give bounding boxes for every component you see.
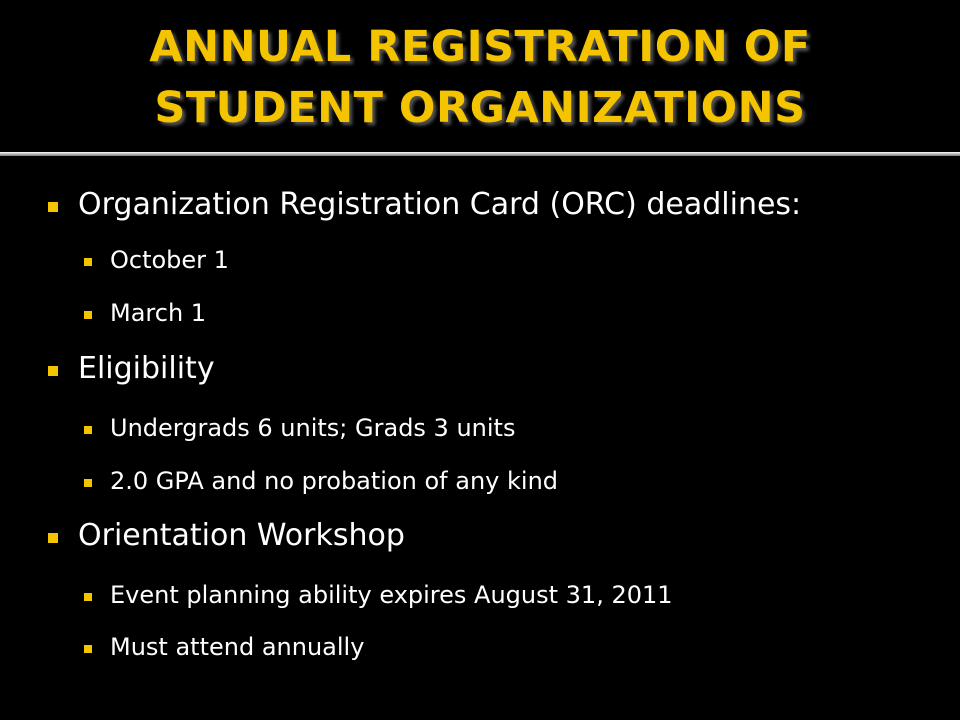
sub-bullet-event-planning xyxy=(110,581,673,609)
square-bullet-icon xyxy=(84,426,92,434)
square-bullet-icon xyxy=(48,533,58,543)
bullet-orientation xyxy=(78,518,405,553)
sub-bullet-october xyxy=(110,246,229,274)
bullet-text: Organization Registration Card (ORC) deadlines: xyxy=(78,187,802,222)
square-bullet-icon xyxy=(84,645,92,653)
square-bullet-icon xyxy=(84,311,92,319)
title-area xyxy=(0,0,960,150)
bullet-text: Eligibility xyxy=(78,351,215,386)
sub-bullet-text: Undergrads 6 units; Grads 3 units xyxy=(110,414,516,442)
sub-bullet-gpa xyxy=(110,467,558,495)
sub-bullet-text: Must attend annually xyxy=(110,633,365,661)
bullet-list xyxy=(0,156,960,720)
bullet-eligibility xyxy=(78,351,215,386)
square-bullet-icon xyxy=(84,258,92,266)
square-bullet-icon xyxy=(48,366,58,376)
sub-bullet-text: March 1 xyxy=(110,299,207,327)
sub-bullet-text: October 1 xyxy=(110,246,229,274)
slide-title-line-2: STUDENT ORGANIZATIONS xyxy=(154,83,806,133)
sub-bullet-text: Event planning ability expires August 31, 2011 xyxy=(110,581,673,609)
sub-bullet-attend xyxy=(110,633,364,661)
square-bullet-icon xyxy=(48,202,58,212)
sub-bullet-text: 2.0 GPA and no probation of any kind xyxy=(110,467,559,495)
sub-bullet-units xyxy=(110,414,515,442)
square-bullet-icon xyxy=(84,479,92,487)
slide-title-line-1: ANNUAL REGISTRATION OF xyxy=(149,22,811,72)
bullet-deadlines xyxy=(78,187,801,222)
bullet-text: Orientation Workshop xyxy=(78,518,405,553)
square-bullet-icon xyxy=(84,593,92,601)
sub-bullet-march xyxy=(110,299,206,327)
